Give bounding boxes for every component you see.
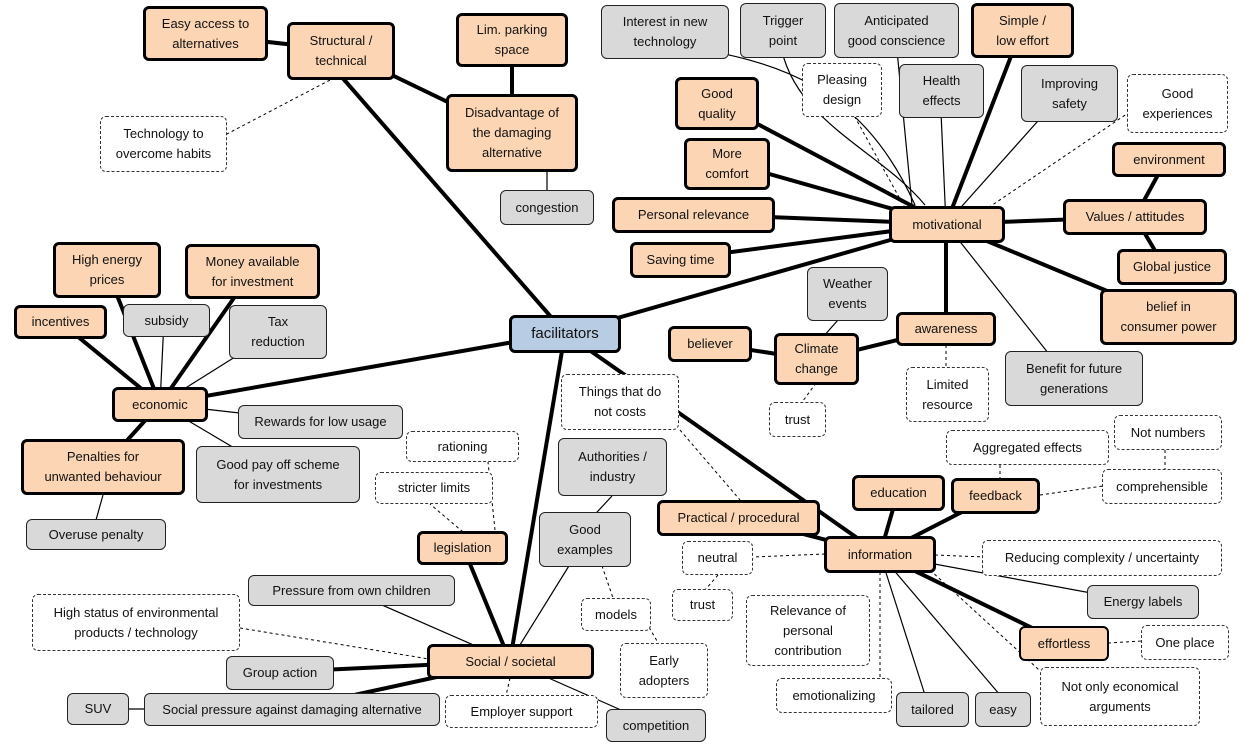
link-stricter — [430, 504, 463, 532]
node-incentives[interactable]: incentives — [14, 305, 107, 339]
node-health-effects[interactable]: Health effects — [899, 64, 984, 118]
node-not-only-economical[interactable]: Not only economical arguments — [1040, 667, 1200, 726]
link-easy — [880, 554, 1000, 695]
link-reducing — [935, 555, 985, 557]
node-legislation[interactable]: legislation — [417, 531, 508, 565]
node-things-no-cost[interactable]: Things that do not costs — [561, 374, 679, 430]
node-more-comfort[interactable]: More comfort — [684, 138, 770, 190]
node-effortless[interactable]: effortless — [1019, 626, 1109, 661]
node-tax-reduction[interactable]: Tax reduction — [229, 305, 327, 359]
node-climate-change[interactable]: Climate change — [774, 333, 859, 385]
link-overuse — [96, 495, 103, 520]
node-emotionalizing[interactable]: emotionalizing — [776, 678, 892, 713]
node-subsidy[interactable]: subsidy — [123, 304, 210, 337]
link-technology-habits — [225, 80, 330, 135]
link-motivational — [565, 224, 946, 333]
node-trust-climate[interactable]: trust — [769, 402, 826, 437]
node-economic[interactable]: economic — [112, 387, 208, 422]
node-suv[interactable]: SUV — [67, 693, 129, 725]
node-facilitators[interactable]: facilitators — [509, 315, 621, 353]
node-congestion[interactable]: congestion — [500, 190, 594, 225]
node-tailored[interactable]: tailored — [896, 692, 969, 727]
node-rationing[interactable]: rationing — [406, 431, 519, 462]
node-authorities[interactable]: Authorities / industry — [558, 438, 667, 496]
node-easy[interactable]: easy — [975, 692, 1031, 727]
node-values[interactable]: Values / attitudes — [1063, 199, 1207, 235]
node-stricter-limits[interactable]: stricter limits — [375, 472, 493, 504]
node-aggregated[interactable]: Aggregated effects — [946, 430, 1109, 465]
node-simple[interactable]: Simple / low effort — [971, 3, 1074, 58]
node-trust-info[interactable]: trust — [672, 589, 733, 621]
node-reducing-complexity[interactable]: Reducing complexity / uncertainty — [982, 540, 1222, 576]
node-practical[interactable]: Practical / procedural — [657, 500, 820, 536]
node-improving-safety[interactable]: Improving safety — [1021, 65, 1118, 122]
node-penalties[interactable]: Penalties for unwanted behaviour — [21, 439, 185, 495]
node-motivational[interactable]: motivational — [889, 206, 1005, 243]
node-competition[interactable]: competition — [606, 709, 706, 742]
node-structural[interactable]: Structural / technical — [287, 22, 395, 80]
node-information[interactable]: information — [824, 536, 936, 573]
link-trust-info — [705, 575, 718, 590]
node-global-justice[interactable]: Global justice — [1117, 249, 1227, 285]
node-good-quality[interactable]: Good quality — [675, 77, 759, 130]
link-social — [510, 333, 565, 661]
node-good-experiences[interactable]: Good experiences — [1127, 74, 1228, 133]
node-limited-resource[interactable]: Limited resource — [906, 367, 989, 422]
node-easy-access[interactable]: Easy access to alternatives — [143, 6, 268, 61]
link-things-no-cost — [680, 430, 740, 500]
link-not-only — [930, 570, 1050, 680]
node-saving-time[interactable]: Saving time — [630, 242, 731, 278]
link-tailored — [880, 554, 925, 695]
node-belief-power[interactable]: belief in consumer power — [1100, 289, 1237, 345]
node-anticipated[interactable]: Anticipated good conscience — [834, 3, 959, 58]
node-lim-parking[interactable]: Lim. parking space — [456, 13, 568, 67]
node-feedback[interactable]: feedback — [951, 478, 1040, 514]
node-neutral[interactable]: neutral — [682, 541, 753, 575]
node-disadvantage[interactable]: Disadvantage of the damaging alternative — [446, 94, 578, 172]
node-overuse[interactable]: Overuse penalty — [26, 519, 166, 550]
node-trigger-point[interactable]: Trigger point — [740, 3, 826, 58]
node-pleasing-design[interactable]: Pleasing design — [802, 63, 882, 117]
link-one-place — [1108, 641, 1142, 643]
node-early-adopters[interactable]: Early adopters — [620, 643, 708, 698]
node-relevance-contribution[interactable]: Relevance of personal contribution — [746, 595, 870, 666]
node-social-pressure[interactable]: Social pressure against damaging alternative — [144, 693, 440, 726]
node-not-numbers[interactable]: Not numbers — [1114, 415, 1222, 450]
link-neutral — [752, 554, 825, 557]
node-one-place[interactable]: One place — [1141, 625, 1229, 660]
node-environment[interactable]: environment — [1112, 142, 1226, 177]
node-high-status[interactable]: High status of environmental products / technology — [32, 594, 240, 651]
node-pressure-children[interactable]: Pressure from own children — [248, 575, 455, 606]
node-technology-habits[interactable]: Technology to overcome habits — [100, 116, 227, 172]
node-interest-tech[interactable]: Interest in new technology — [601, 5, 729, 59]
node-good-examples[interactable]: Good examples — [539, 512, 631, 567]
node-energy-labels[interactable]: Energy labels — [1087, 585, 1199, 619]
node-group-action[interactable]: Group action — [226, 656, 334, 690]
node-comprehensible[interactable]: comprehensible — [1102, 469, 1222, 504]
link-economic — [160, 333, 565, 404]
node-rewards[interactable]: Rewards for low usage — [238, 405, 403, 439]
node-weather-events[interactable]: Weather events — [807, 267, 888, 321]
node-models[interactable]: models — [581, 598, 651, 631]
node-personal-relevance[interactable]: Personal relevance — [612, 197, 775, 233]
node-believer[interactable]: believer — [668, 326, 752, 362]
node-employer-support[interactable]: Employer support — [445, 695, 598, 728]
node-benefit-future[interactable]: Benefit for future generations — [1005, 351, 1143, 406]
node-awareness[interactable]: awareness — [896, 312, 996, 346]
node-social[interactable]: Social / societal — [427, 644, 594, 679]
node-money[interactable]: Money available for investment — [185, 244, 320, 299]
node-high-energy[interactable]: High energy prices — [53, 242, 161, 298]
link-comprehensible — [1040, 486, 1103, 495]
node-good-payoff[interactable]: Good pay off scheme for investments — [196, 446, 360, 503]
node-education[interactable]: education — [852, 475, 945, 511]
